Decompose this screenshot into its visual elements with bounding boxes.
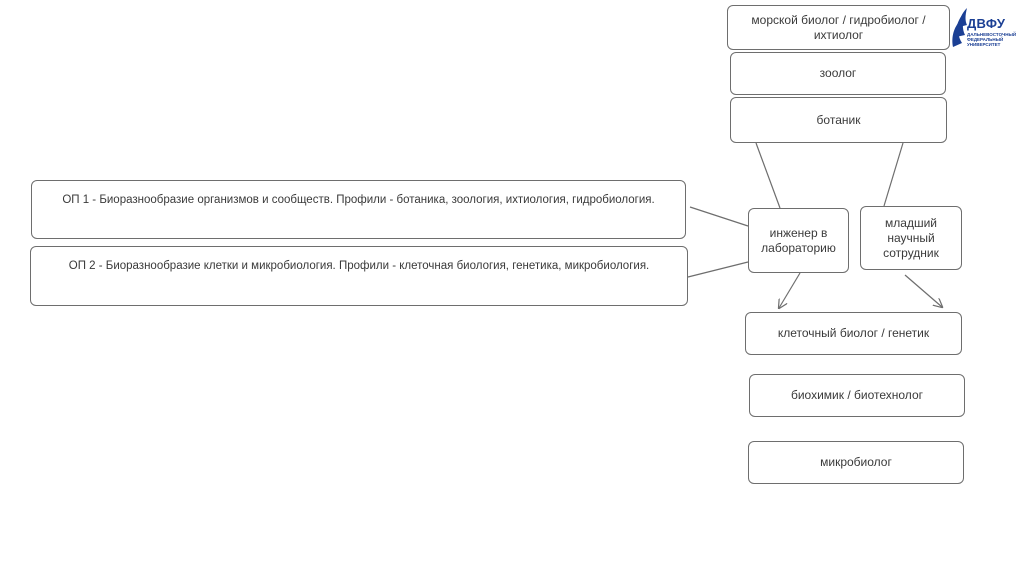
biochemist-box: биохимик / биотехнолог [749, 374, 965, 417]
dvfu-logo [950, 5, 1022, 51]
microbiologist-box: микробиолог [748, 441, 964, 484]
arrow-engineer-cell [779, 273, 800, 308]
op2-box: ОП 2 - Биоразнообразие клетки и микробиология. Профили - клеточная биология, генетика, микробиология. [30, 246, 688, 306]
marine-biologist-box: морской биолог / гидробиолог / ихтиолог [727, 5, 950, 50]
op1-box: ОП 1 - Биоразнообразие организмов и сообществ. Профили - ботаника, зоология, ихтиология, гидробиология. [31, 180, 686, 239]
logo-name: ДВФУ [967, 16, 1006, 31]
line-botanist-engineer [756, 143, 780, 208]
logo-subtitle: ДАЛЬНЕВОСТОЧНЫЙ ФЕДЕРАЛЬНЫЙ УНИВЕРСИТЕТ [967, 32, 1017, 47]
zoologist-box: зоолог [730, 52, 946, 95]
junior-researcher-box: младший научный сотрудник [860, 206, 962, 270]
line-botanist-junior [884, 143, 903, 206]
wave-emblem-icon [950, 7, 968, 49]
botanist-box: ботаник [730, 97, 947, 143]
engineer-box: инженер в лабораторию [748, 208, 849, 273]
arrow-junior-cell [905, 275, 942, 307]
cell-biologist-box: клеточный биолог / генетик [745, 312, 962, 355]
line-op1-engineer [690, 207, 748, 226]
line-op2-engineer [688, 262, 748, 277]
